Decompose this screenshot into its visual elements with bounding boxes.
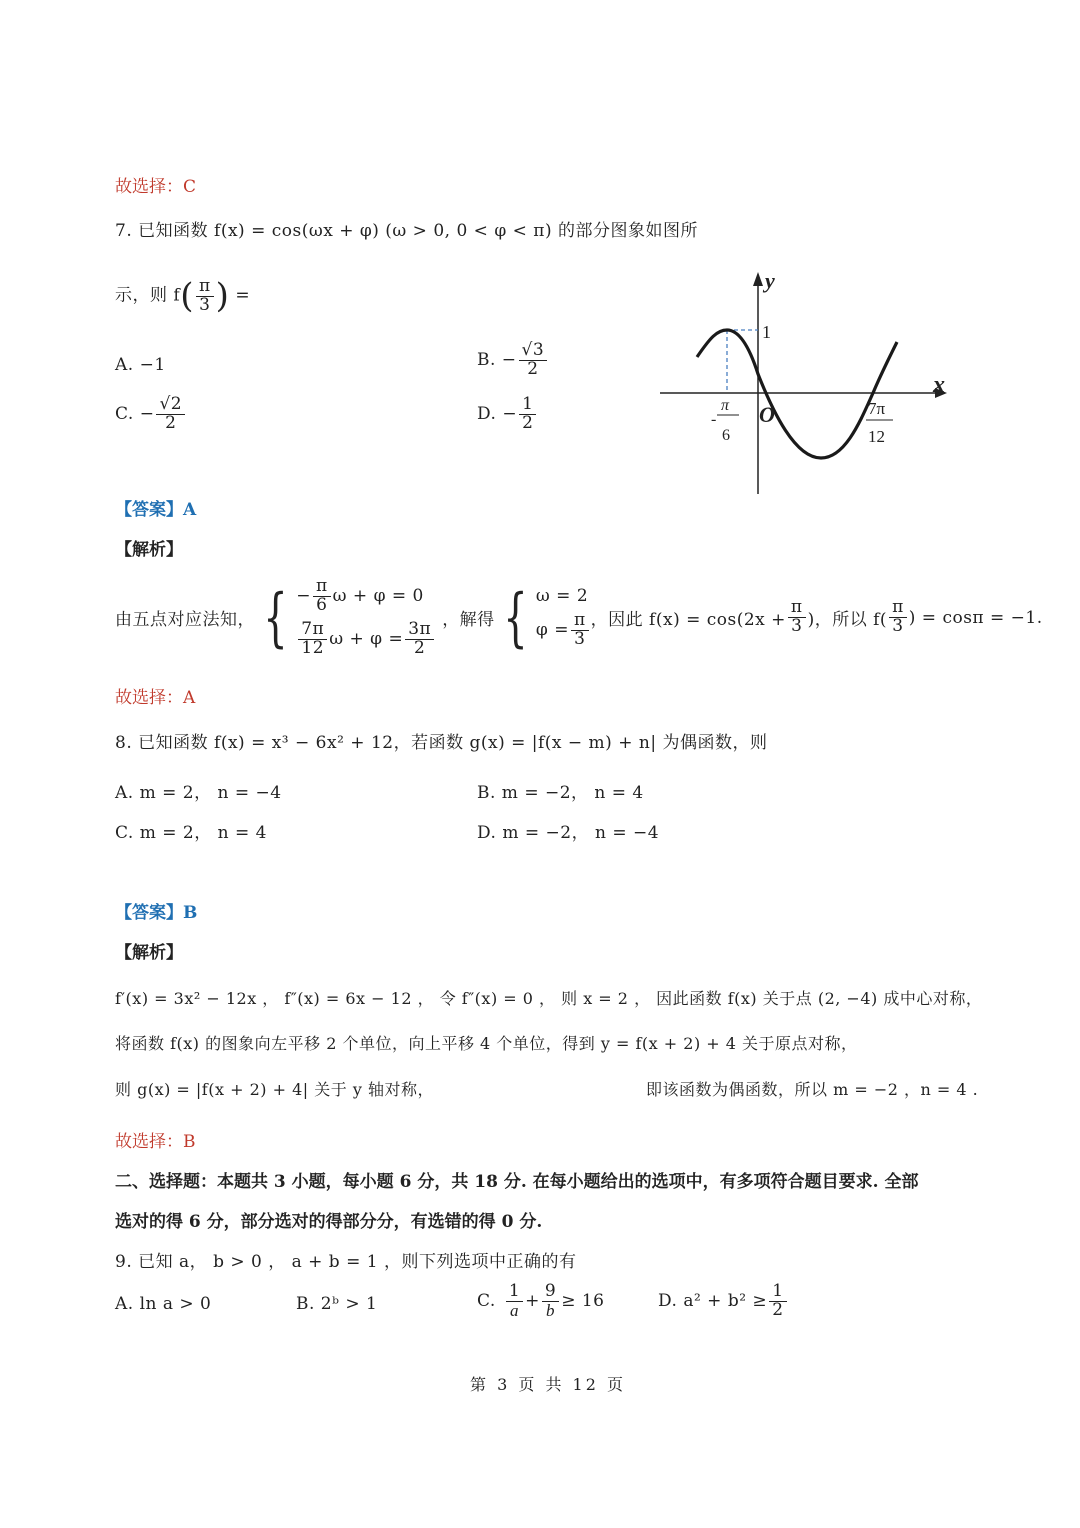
right-tick-den: 12 <box>868 427 885 446</box>
q7-option-d: D. − $\frac{1}{2}$ <box>477 396 538 433</box>
q9-option-c: C. $\frac{1}{a}$ + $\frac{9}{b}$ ≥ 16 <box>477 1281 605 1320</box>
q7-option-b: B. − $\frac{√3}{2}$ <box>477 342 549 379</box>
q8-option-c: C. m = 2， n = 4 <box>115 823 267 843</box>
page-footer: 第 3 页 共 12 页 <box>470 1375 626 1394</box>
q8-analysis-line-2: 将函数 f(x) 的图象向左平移 2 个单位，向上平移 4 个单位，得到 y = f(x + 2) + 4 关于原点对称， <box>115 1034 858 1053</box>
q8-option-a: A. m = 2， n = −4 <box>115 783 282 803</box>
q7-stem: 7. 已知函数 f(x) = cos(ωx + φ) (ω > 0, 0 < φ < π) 的部分图象如图所 <box>115 221 698 241</box>
y-axis-label: y <box>765 268 775 293</box>
q9-option-a: A. ln a > 0 <box>115 1294 212 1314</box>
max-label: 1 <box>762 322 771 342</box>
q8-analysis-line-3a: 则 g(x) = |f(x + 2) + 4| 关于 y 轴对称， <box>115 1080 434 1099</box>
q8-answer: 【答案】B <box>115 903 198 923</box>
q7-option-c: C. − $\frac{√2}{2}$ <box>115 396 187 433</box>
q8-choice: 故选择：B <box>115 1132 196 1152</box>
right-tick-num: 7π <box>868 399 886 418</box>
q7-option-a: A. −1 <box>115 355 166 375</box>
q7-analysis-body: 由五点对应法知， { − $\frac{\pi}{6}$ ω + φ = 0 $\frac{7\pi}{12}$ ω + φ = $\frac{3\pi}{2}$ ，解得 { ω = 2 φ = $\frac{\pi}{3}$ ，因此 f(x) = cos(2x + $\frac{\pi}{3}$ )，所以 f( $\frac{\pi}{3}$ ) = cosπ = −1. <box>115 576 1043 658</box>
q7-analysis-title: 【解析】 <box>115 540 183 560</box>
section2-header-line-1: 二、选择题：本题共 3 小题，每小题 6 分，共 18 分. 在每小题给出的选项中，有多项符合题目要求. 全部 <box>115 1172 919 1192</box>
q8-analysis-line-3b: 即该函数为偶函数，所以 m = −2 ，n = 4 . <box>646 1080 979 1099</box>
q9-option-d: D. a² + b² ≥ $\frac{1}{2}$ <box>658 1283 789 1320</box>
q9-option-b: B. 2ᵇ > 1 <box>296 1294 378 1314</box>
prev-choice: 故选择：C <box>115 177 197 197</box>
left-tick-sign: - <box>711 411 717 428</box>
q7-answer: 【答案】A <box>115 500 197 520</box>
q7-choice: 故选择：A <box>115 688 196 708</box>
q8-option-d: D. m = −2， n = −4 <box>477 823 660 843</box>
left-tick-den: 6 <box>722 427 730 444</box>
left-tick-num: π <box>721 397 730 414</box>
q8-stem: 8. 已知函数 f(x) = x³ − 6x² + 12，若函数 g(x) = |f(x − m) + n| 为偶函数，则 <box>115 733 768 753</box>
section2-header-line-2: 选对的得 6 分，部分选对的得部分分，有选错的得 0 分. <box>115 1212 543 1232</box>
y-axis-arrow-icon <box>753 272 763 286</box>
q7-stem-2: 示，则 f( $\frac{\pi}{3}$ ) = <box>115 275 251 316</box>
q8-analysis-title: 【解析】 <box>115 943 183 963</box>
origin-label: O <box>759 402 775 427</box>
q8-analysis-line-1: f′(x) = 3x² − 12x ， f″(x) = 6x − 12 ， 令 f″(x) = 0 ， 则 x = 2 ， 因此函数 f(x) 关于点 (2, −4) 成中心对称， <box>115 989 983 1008</box>
q9-stem: 9. 已知 a， b > 0 ， a + b = 1 ，则下列选项中正确的有 <box>115 1252 577 1272</box>
q7-cosine-graph <box>655 262 965 502</box>
q8-option-b: B. m = −2， n = 4 <box>477 783 644 803</box>
x-axis-label: x <box>933 372 945 398</box>
